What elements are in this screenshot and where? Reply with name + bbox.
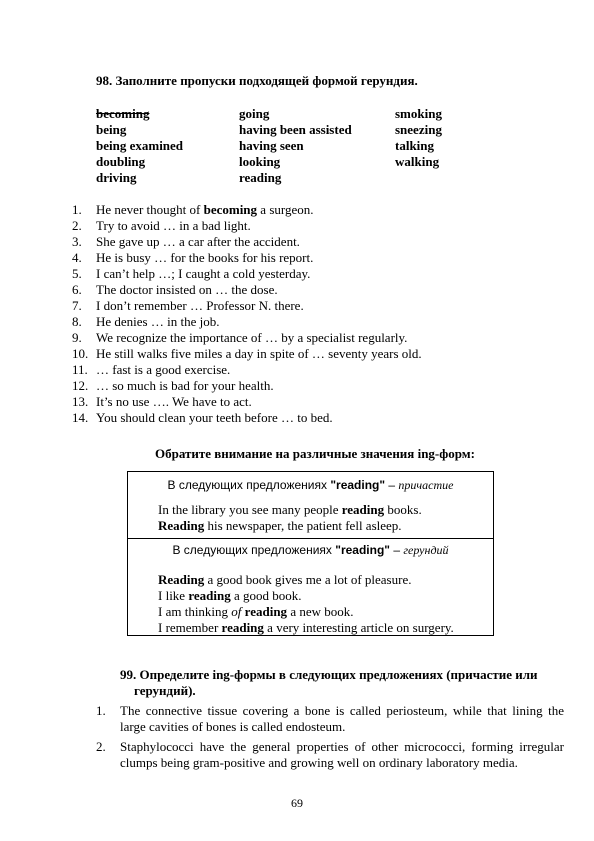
word-doubling: doubling: [96, 154, 146, 169]
sentence-text: He is busy … for the books for his report.: [96, 250, 314, 265]
word-being-examined: being examined: [96, 138, 184, 153]
exercise-99-title-line2: герундий).: [134, 683, 196, 698]
example-text: I remember: [158, 620, 222, 635]
box-header-word: "reading": [330, 478, 386, 492]
word-sneezing: sneezing: [395, 122, 442, 137]
item-number: 1.: [96, 703, 106, 718]
word-smoking: smoking: [395, 106, 442, 121]
sentence-item: [72, 298, 572, 314]
box-header-prefix: В следующих предложениях: [167, 478, 331, 492]
example-text: a good book gives me a lot of pleasure.: [204, 572, 412, 587]
sentence-item: [72, 266, 572, 282]
sentence-item: [72, 250, 572, 266]
exercise-99-items: [96, 703, 564, 775]
word-column-3: [395, 106, 442, 170]
sentence-item: [72, 346, 572, 362]
word-walking: walking: [395, 154, 440, 169]
example-text: a new book.: [287, 604, 354, 619]
sentence-text: You should clean your teeth before … to bed.: [96, 410, 333, 425]
item-number: 10.: [72, 346, 89, 361]
example-line: [128, 604, 493, 620]
task-text: Staphylococci have the general properties of other micrococci, forming irregular clumps being gram-positive and growing well on ordinary laboratory media.: [120, 739, 564, 770]
word-becoming: becoming: [96, 106, 150, 121]
box-header-prefix: В следующих предложениях: [172, 543, 336, 557]
sentence-text: He denies … in the job.: [96, 314, 220, 329]
sentence-answer: becoming: [203, 202, 258, 217]
item-number: 3.: [72, 234, 82, 249]
sentence-text: … so much is bad for your health.: [96, 378, 274, 393]
word-column-1: [96, 106, 183, 186]
sentence-text: The doctor insisted on … the dose.: [96, 282, 278, 297]
word-having-been-assisted: having been assisted: [239, 122, 352, 137]
sentence-item: [72, 394, 572, 410]
word-reading: reading: [239, 170, 282, 185]
word-looking: looking: [239, 154, 281, 169]
sentence-text: a surgeon.: [257, 202, 314, 217]
sentence-text: He never thought of: [96, 202, 204, 217]
example-keyword: reading: [221, 620, 264, 635]
example-preposition: of: [231, 604, 242, 619]
gerund-box-header: [128, 542, 493, 558]
participle-box: [127, 471, 494, 539]
example-line: [128, 572, 493, 588]
sentence-item: [72, 410, 572, 426]
page-number: 69: [291, 796, 303, 810]
example-line: [128, 518, 493, 534]
example-keyword: reading: [244, 604, 288, 619]
participle-box-header: [128, 477, 493, 493]
word-talking: talking: [395, 138, 435, 153]
box-header-type: причастие: [398, 478, 454, 492]
item-number: 12.: [72, 378, 89, 393]
word-driving: driving: [96, 170, 137, 185]
item-number: 8.: [72, 314, 82, 329]
box-header-dash: –: [389, 543, 404, 557]
example-text: I like: [158, 588, 189, 603]
sentence-text: He still walks five miles a day in spite of … seventy years old.: [96, 346, 422, 361]
example-line: [128, 502, 493, 518]
item-number: 13.: [72, 394, 89, 409]
sentence-text: It’s no use …. We have to act.: [96, 394, 252, 409]
sentence-item: [72, 218, 572, 234]
gerund-box: [127, 538, 494, 636]
exercise-99-title-line1: 99. Определите ing-формы в следующих предложениях (причастие или: [120, 667, 538, 682]
sentence-text: I can’t help …; I caught a cold yesterday.: [96, 266, 311, 281]
example-keyword: reading: [188, 588, 231, 603]
sentence-text: Try to avoid … in a bad light.: [96, 218, 251, 233]
item-number: 9.: [72, 330, 82, 345]
example-text: a very interesting article on surgery.: [263, 620, 454, 635]
sentence-item: [72, 362, 572, 378]
example-text: books.: [384, 502, 422, 517]
item-number: 11.: [72, 362, 88, 377]
item-number: 1.: [72, 202, 82, 217]
box-header-word: "reading": [335, 543, 390, 557]
example-text: In the library you see many people: [158, 502, 342, 517]
word-being: being: [96, 122, 127, 137]
word-going: going: [239, 106, 270, 121]
sentence-text: … fast is a good exercise.: [96, 362, 231, 377]
task-text: The connective tissue covering a bone is called periosteum, while that lining the large cavities of bones is called endosteum.: [120, 703, 564, 734]
example-text: I am thinking: [158, 604, 232, 619]
sentence-text: She gave up … a car after the accident.: [96, 234, 300, 249]
exercise-98-title: 98. Заполните пропуски подходящей формой герундия.: [96, 73, 418, 88]
box-header-dash: –: [385, 478, 399, 492]
item-number: 2.: [72, 218, 82, 233]
sentence-item: [72, 282, 572, 298]
exercise-98-sentences: [72, 202, 572, 426]
item-number: 6.: [72, 282, 82, 297]
example-line: [128, 588, 493, 604]
word-column-2: [239, 106, 352, 186]
sentence-item: [72, 234, 572, 250]
example-text: his newspaper, the patient fell asleep.: [204, 518, 402, 533]
item-number: 2.: [96, 739, 106, 754]
item-number: 5.: [72, 266, 82, 281]
sentence-item: [72, 378, 572, 394]
example-keyword: Reading: [158, 572, 205, 587]
sentence-text: We recognize the importance of … by a specialist regularly.: [96, 330, 408, 345]
item-number: 14.: [72, 410, 89, 425]
note-title: Обратите внимание на различные значения ing-форм:: [155, 446, 475, 461]
sentence-item: [72, 202, 572, 218]
example-text: a good book.: [230, 588, 302, 603]
task-item: [96, 739, 564, 771]
task-item: [96, 703, 564, 735]
sentence-item: [72, 330, 572, 346]
example-line: [128, 620, 493, 636]
exercise-99-title: [120, 667, 570, 699]
word-having-seen: having seen: [239, 138, 304, 153]
example-keyword: reading: [341, 502, 385, 517]
item-number: 4.: [72, 250, 82, 265]
sentence-text: I don’t remember … Professor N. there.: [96, 298, 304, 313]
box-header-type: герундий: [403, 543, 449, 557]
item-number: 7.: [72, 298, 82, 313]
example-keyword: Reading: [158, 518, 205, 533]
sentence-item: [72, 314, 572, 330]
